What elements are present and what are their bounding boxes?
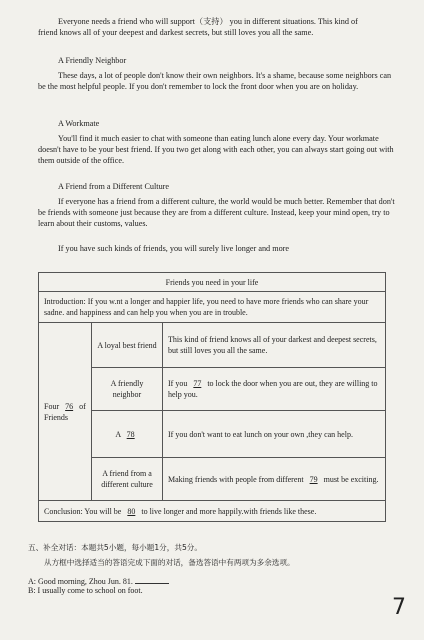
blank-76[interactable]: 76 <box>65 401 74 411</box>
dialogue-line-a: A: Good morning, Zhou Jun. 81. <box>28 574 169 587</box>
passage-paragraph-5: If you have such kinds of friends, you will surely live longer and more <box>58 244 290 253</box>
section5-title: 五、补全对话：本题共5小题，每小题1分，共5分。 <box>28 543 202 552</box>
friend-type-culture: A friend from a different culture <box>92 458 163 501</box>
outline-title: Friends you need in your life <box>39 273 386 292</box>
blank-79[interactable]: 79 <box>309 474 318 484</box>
friend-desc-workmate: If you don't want to eat lunch on your own ,they can help. <box>163 411 386 458</box>
outline-conclusion: Conclusion: You will be 80 to live longer and more happily.with friends like these. <box>39 501 386 522</box>
blank-78[interactable]: 78 <box>126 429 135 439</box>
friend-desc-loyal: This kind of friend knows all of your darkest and deepest secrets, but still loves you all the same. <box>163 323 386 368</box>
passage-paragraph-4: If everyone has a friend from a different culture, the world would be much better. Remember that don't be friends with someone just because they are from a different culture. Instead, keep your mind open, try to learn about their customs, values. <box>38 197 395 228</box>
friend-desc-neighbor: If you 77 to lock the door when you are out, they are willing to help you. <box>163 368 386 411</box>
blank-80[interactable]: 80 <box>127 506 136 516</box>
answer-blank-81[interactable] <box>135 574 169 584</box>
heading-friendly-neighbor: A Friendly Neighbor <box>58 56 127 65</box>
p1-line-1: Everyone needs a friend who will support（支持） you in different situations. This kind of <box>58 17 358 26</box>
outline-four-kinds-cell: Four 76 of Friends <box>39 323 92 501</box>
heading-different-culture: A Friend from a Different Culture <box>58 182 170 191</box>
friend-type-loyal: A loyal best friend <box>92 323 163 368</box>
outline-introduction: Introduction: If you w.nt a longer and happier life, you need to have more friends who can share your sadne. and happiness and can help you when you are in trouble. <box>39 292 386 323</box>
smudge-mark: . <box>114 297 117 306</box>
heading-workmate: A Workmate <box>58 119 100 128</box>
section5-instruction: 从方框中选择适当的答语完成下面的对话，备选答语中有两项为多余选项。 <box>44 558 295 567</box>
passage-paragraph-2: These days, a lot of people don't know their own neighbors. It's a shame, because some neighbors can be the most helpful people. If you don't remember to lock the front door when you are on holiday. <box>38 71 392 91</box>
p1-line-2: friend knows all of your deepest and darkest secrets, but still loves you all the same. <box>38 28 314 37</box>
friends-outline-table <box>38 272 386 522</box>
friend-type-workmate-blank: A 78 <box>92 411 163 458</box>
friend-type-neighbor: A friendly neighbor <box>92 368 163 411</box>
blank-77[interactable]: 77 <box>193 379 202 388</box>
page-number: 7 <box>392 595 406 620</box>
smudge-mark: . <box>62 308 65 317</box>
passage-paragraph-3: You'll find it much easier to chat with someone than eating lunch alone every day. Your workmate doesn't have to be your best friend. If you two get along with each other, you can always start going out with them outside of the office. <box>38 134 394 165</box>
dialogue-line-b: B: I usually come to school on foot. <box>28 586 143 595</box>
friend-desc-culture: Making friends with people from different 79 must be exciting. <box>163 458 386 501</box>
passage-paragraph-1 <box>38 16 400 38</box>
